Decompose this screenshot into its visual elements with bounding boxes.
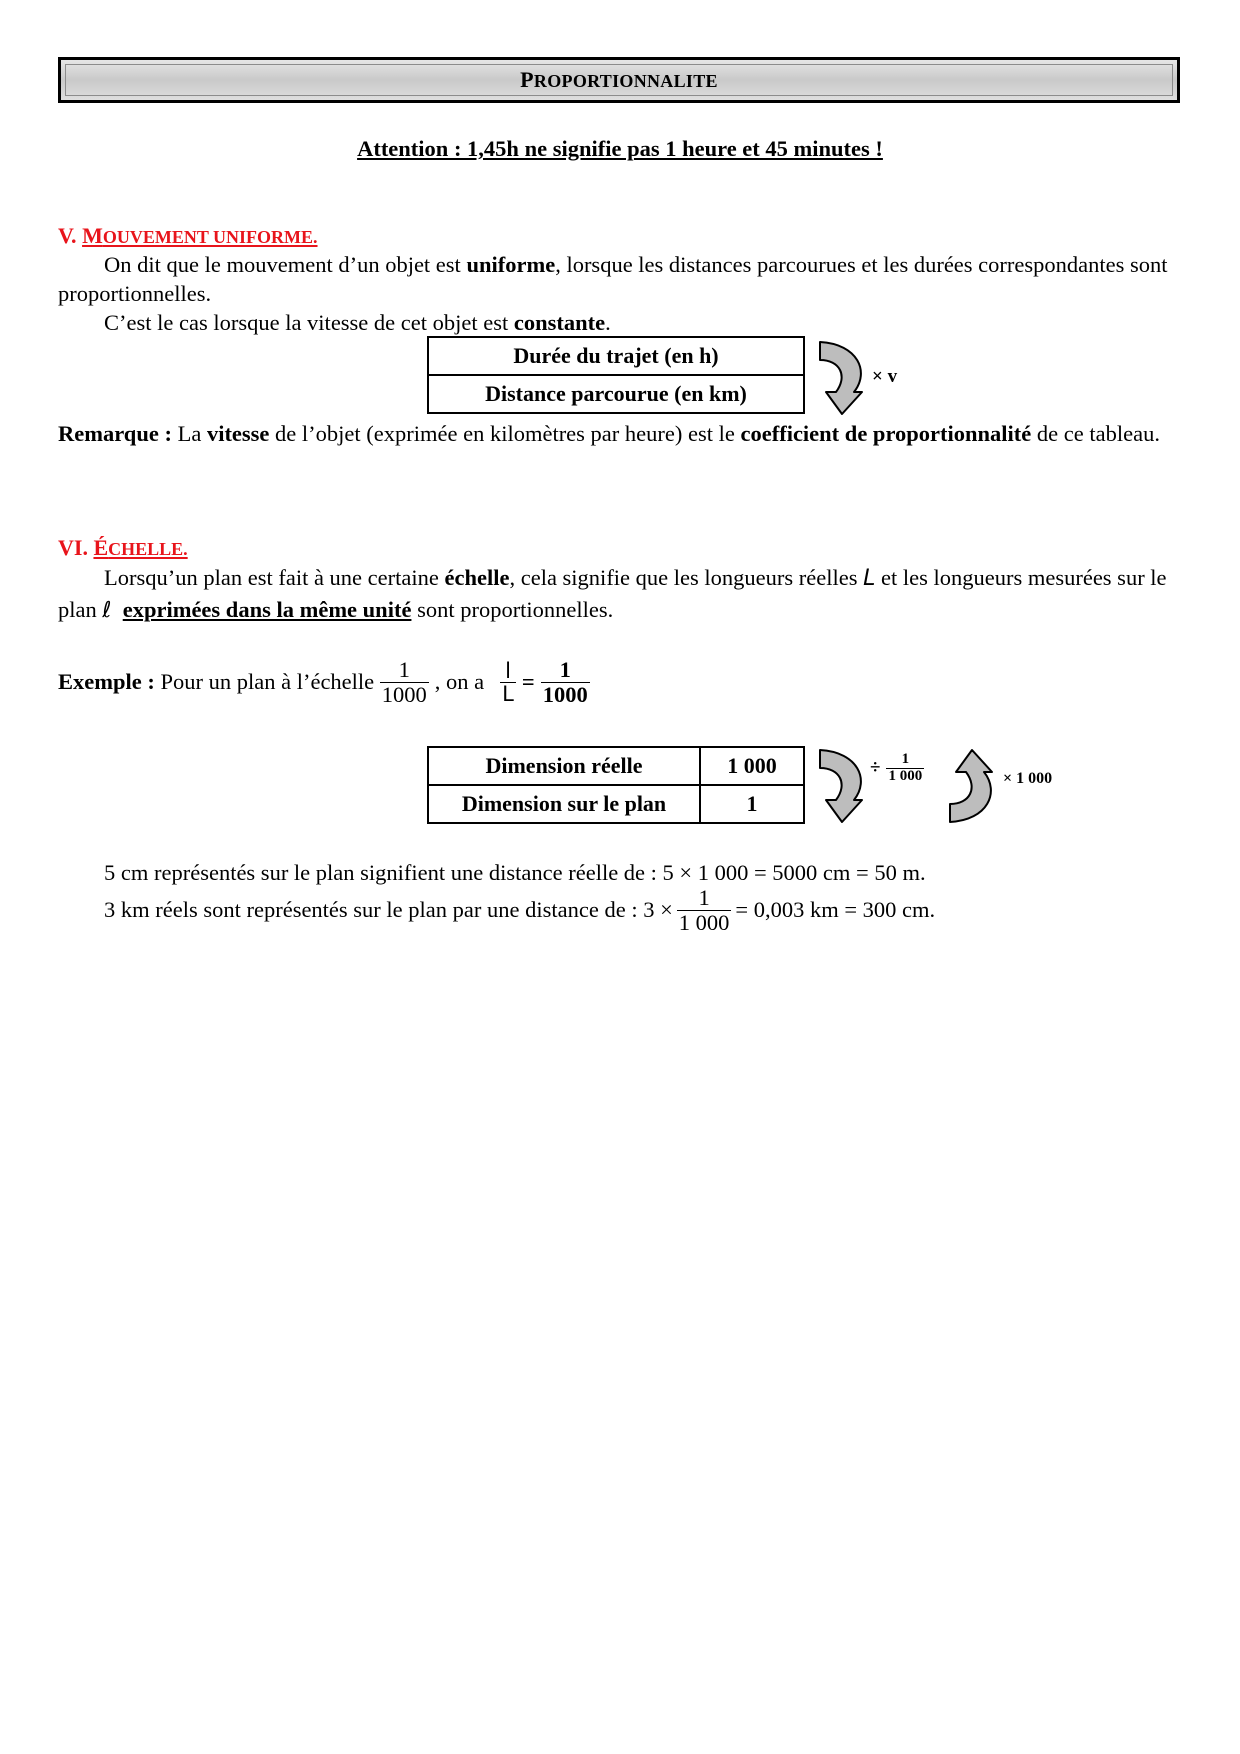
- table-row: [428, 375, 804, 413]
- example-line: Exemple : Pour un plan à l’échelle $\frac{1}{1000}$ , on a $\frac{l}{L}$ = $\frac{1}{1000}$: [58, 657, 588, 707]
- table-cell-distance: Distance parcourue (en km): [428, 375, 804, 413]
- section-v-paragraph-1: On dit que le mouvement d’un objet est uniforme, lorsque les distances parcourues et les durées correspondantes sont proportionnelles.: [58, 252, 1168, 306]
- section-v-remark: Remarque : La vitesse de l’objet (exprimée en kilomètres par heure) est le coefficient de proportionnalité de ce tableau.: [58, 421, 1160, 446]
- title-box: [58, 57, 1180, 103]
- curved-arrow-down-icon: [818, 748, 868, 824]
- curved-arrow-up-icon: [948, 748, 998, 824]
- computation-line-2: 3 km réels sont représentés sur le plan par une distance de : 3 × $\frac{1}{1 000}$ = 0,003 km = 300 cm.: [104, 885, 936, 935]
- table-row: [428, 785, 804, 823]
- scale-table: [427, 746, 805, 824]
- scale-fraction: $\frac{1}{1000}$: [381, 657, 427, 707]
- ratio-l-over-L: $\frac{l}{L}$: [502, 658, 514, 706]
- section-v-heading: [58, 223, 318, 249]
- multiply-1000-label: × 1 000: [1003, 770, 1053, 787]
- duration-distance-table: [427, 336, 805, 414]
- table-cell-value: 1 000: [700, 747, 804, 785]
- section-v-paragraph-2: C’est le cas lorsque la vitesse de cet objet est constante.: [104, 310, 611, 335]
- ratio-rhs-fraction: $\frac{1}{1000}$: [542, 657, 588, 707]
- table-cell-value: 1: [700, 785, 804, 823]
- table-row: [428, 747, 804, 785]
- page-title: PROPORTIONNALITE: [520, 67, 718, 92]
- section-vi-paragraph: Lorsqu’un plan est fait à une certaine échelle, cela signifie que les longueurs réelles L et les longueurs mesurées sur le plan ℓ exprimées dans la même unité sont proportionnelles.: [58, 565, 1167, 623]
- table-cell-label: Dimension sur le plan: [428, 785, 700, 823]
- warning-line: Attention : 1,45h ne signifie pas 1 heure et 45 minutes !: [357, 136, 883, 161]
- table-cell-label: Dimension réelle: [428, 747, 700, 785]
- section-v-number: V.: [58, 223, 77, 248]
- multiply-v-label: × v: [872, 366, 898, 387]
- table-cell-duration: Durée du trajet (en h): [428, 337, 804, 375]
- section-vi-number: VI.: [58, 535, 88, 560]
- divide-operator: ÷ $\frac{1}{1 000}$: [870, 751, 923, 784]
- curved-arrow-down-icon: [818, 340, 868, 416]
- symbol-l: ℓ: [102, 598, 112, 623]
- section-v-title: MOUVEMENT UNIFORME.: [82, 223, 318, 248]
- section-vi-title: ÉCHELLE.: [93, 535, 188, 560]
- section-vi-heading: [58, 535, 188, 561]
- symbol-L: L: [863, 566, 876, 591]
- table-row: [428, 337, 804, 375]
- computation-fraction: $\frac{1}{1 000}$: [678, 885, 730, 935]
- divide-fraction: $\frac{1}{1 000}$: [888, 751, 923, 784]
- computation-line-1: 5 cm représentés sur le plan signifient une distance réelle de : 5 × 1 000 = 5000 cm = 50 m.: [104, 860, 926, 885]
